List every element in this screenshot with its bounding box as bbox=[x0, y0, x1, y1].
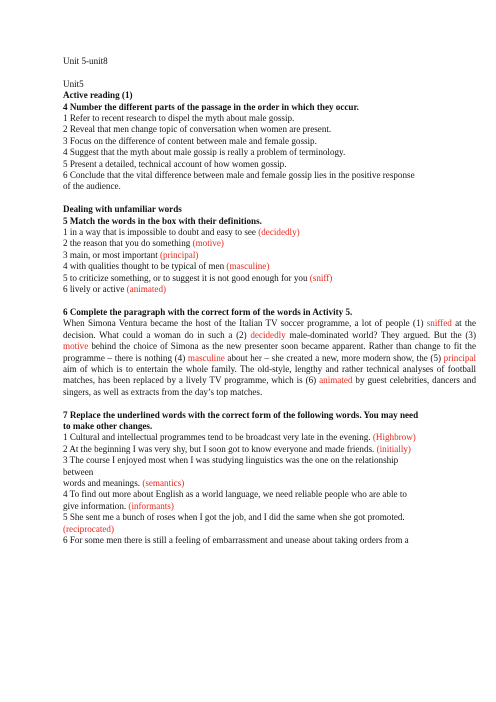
q5-item bbox=[63, 238, 476, 249]
q6-answer-1: sniffed bbox=[426, 318, 452, 329]
q7-item-continued: between bbox=[63, 466, 94, 477]
q5-definition: 5 to criticize something, or to suggest it is not good enough for you bbox=[63, 272, 310, 283]
q7-answer: (reciprocated) bbox=[63, 523, 114, 534]
q7-item-continued bbox=[63, 501, 476, 512]
q5-item bbox=[63, 250, 476, 261]
q7-item bbox=[63, 444, 476, 455]
q5-answer: (animated) bbox=[126, 284, 167, 295]
q5-definition: 6 lively or active bbox=[63, 284, 127, 295]
q4-item-continued: of the audience. bbox=[63, 181, 121, 192]
q4-item: 2 Reveal that men change topic of conversation when women are present. bbox=[63, 124, 332, 135]
q5-answer: (decidedly) bbox=[258, 227, 300, 238]
q5-definition: 4 with qualities thought to be typical of men bbox=[63, 261, 227, 272]
q7-item: 3 The course I enjoyed most when I was studying linguistics was the one on the relationship bbox=[63, 455, 399, 466]
q7-item bbox=[63, 432, 476, 443]
q5-answer: (masculine) bbox=[226, 261, 270, 272]
q6-paragraph bbox=[63, 318, 476, 398]
q5-item bbox=[63, 227, 476, 238]
q6-text: aim of which is to entertain the whole family. The old-style, lengthy and rather technical analyses of football matches, has been replaced by a lively TV programme, which is (6) bbox=[63, 363, 476, 386]
q7-item-continued bbox=[63, 478, 476, 489]
q5-answer: (principal) bbox=[160, 249, 199, 260]
q7-item: 4 To find out more about English as a world language, we need reliable people who are able to bbox=[63, 489, 407, 500]
q4-item: 5 Present a detailed, technical account of how women gossip. bbox=[63, 158, 287, 169]
q7-sentence: 2 At the beginning I was very shy, but I soon got to know everyone and made friends. bbox=[63, 443, 377, 454]
q6-answer-5: principal bbox=[443, 352, 476, 363]
section-unfamiliar-words: Dealing with unfamiliar words bbox=[63, 204, 182, 215]
q7-item: 5 She sent me a bunch of roses when I got the job, and I did the same when she got promoted. bbox=[63, 512, 405, 523]
q6-text: behind the choice of Simona as the new presenter soon became apparent. Rather than change to fit the programme – there is nothing (4) bbox=[63, 341, 476, 363]
q4-heading: 4 Number the different parts of the passage in the order in which they occur. bbox=[63, 101, 359, 112]
q4-item: 6 Conclude that the vital difference between male and female gossip lies in the positive response bbox=[63, 170, 415, 181]
q4-item: 1 Refer to recent research to dispel the myth about male gossip. bbox=[63, 113, 295, 124]
q5-item bbox=[63, 273, 476, 284]
q6-text: When Simona Ventura became the host of the Italian TV soccer programme, a lot of people (1) bbox=[63, 318, 424, 329]
section-active-reading: Active reading (1) bbox=[63, 90, 133, 101]
q5-answer: (motive) bbox=[192, 238, 224, 249]
q6-text: at the decision. What could a woman do in such a (2) bbox=[63, 318, 476, 340]
q7-sentence: 1 Cultural and intellectual programmes tend to be broadcast very late in the evening. bbox=[63, 432, 373, 443]
q5-definition: 3 main, or most important bbox=[63, 249, 160, 260]
q6-text: about her – she created a new, more modern show, the (5) bbox=[224, 352, 444, 363]
q7-heading: 7 Replace the underlined words with the correct form of the following words. You may need bbox=[63, 409, 419, 420]
q6-answer-6: animated bbox=[319, 375, 353, 386]
document-title: Unit 5-unit8 bbox=[63, 56, 108, 66]
q4-item: 3 Focus on the difference of content between male and female gossip. bbox=[63, 135, 317, 146]
q6-heading: 6 Complete the paragraph with the correct form of the words in Activity 5. bbox=[63, 306, 353, 317]
q5-item bbox=[63, 284, 476, 295]
unit-heading: Unit5 bbox=[63, 78, 84, 89]
q7-answer: (semantics) bbox=[142, 477, 185, 488]
q6-answer-4: masculine bbox=[187, 352, 225, 363]
q7-sentence: words and meanings. bbox=[63, 477, 143, 488]
q7-answer: (initially) bbox=[376, 443, 411, 454]
q6-text: male-dominated world? They argued. But the (3) bbox=[285, 329, 476, 340]
q5-definition: 2 the reason that you do something bbox=[63, 238, 193, 249]
q7-item: 6 For some men there is still a feeling of embarrassment and unease about taking orders from a bbox=[63, 535, 409, 545]
q7-answer: (Highbrow) bbox=[372, 432, 416, 443]
q6-answer-2: decidedly bbox=[250, 329, 286, 340]
q5-heading: 5 Match the words in the box with their definitions. bbox=[63, 215, 262, 226]
q5-item bbox=[63, 261, 476, 272]
q5-answer: (sniff) bbox=[309, 272, 333, 283]
q4-item: 4 Suggest that the myth about male gossip is really a problem of terminology. bbox=[63, 147, 346, 158]
q6-answer-3: motive bbox=[63, 341, 89, 352]
q6-text: by guest celebrities, dancers and singers, as well as extracts from the day’s top matches. bbox=[63, 375, 476, 397]
q7-sentence: give information. bbox=[63, 500, 129, 511]
q7-answer: (informants) bbox=[128, 500, 174, 511]
q5-definition: 1 in a way that is impossible to doubt and easy to see bbox=[63, 227, 259, 238]
q7-heading-continued: to make other changes. bbox=[63, 420, 153, 431]
